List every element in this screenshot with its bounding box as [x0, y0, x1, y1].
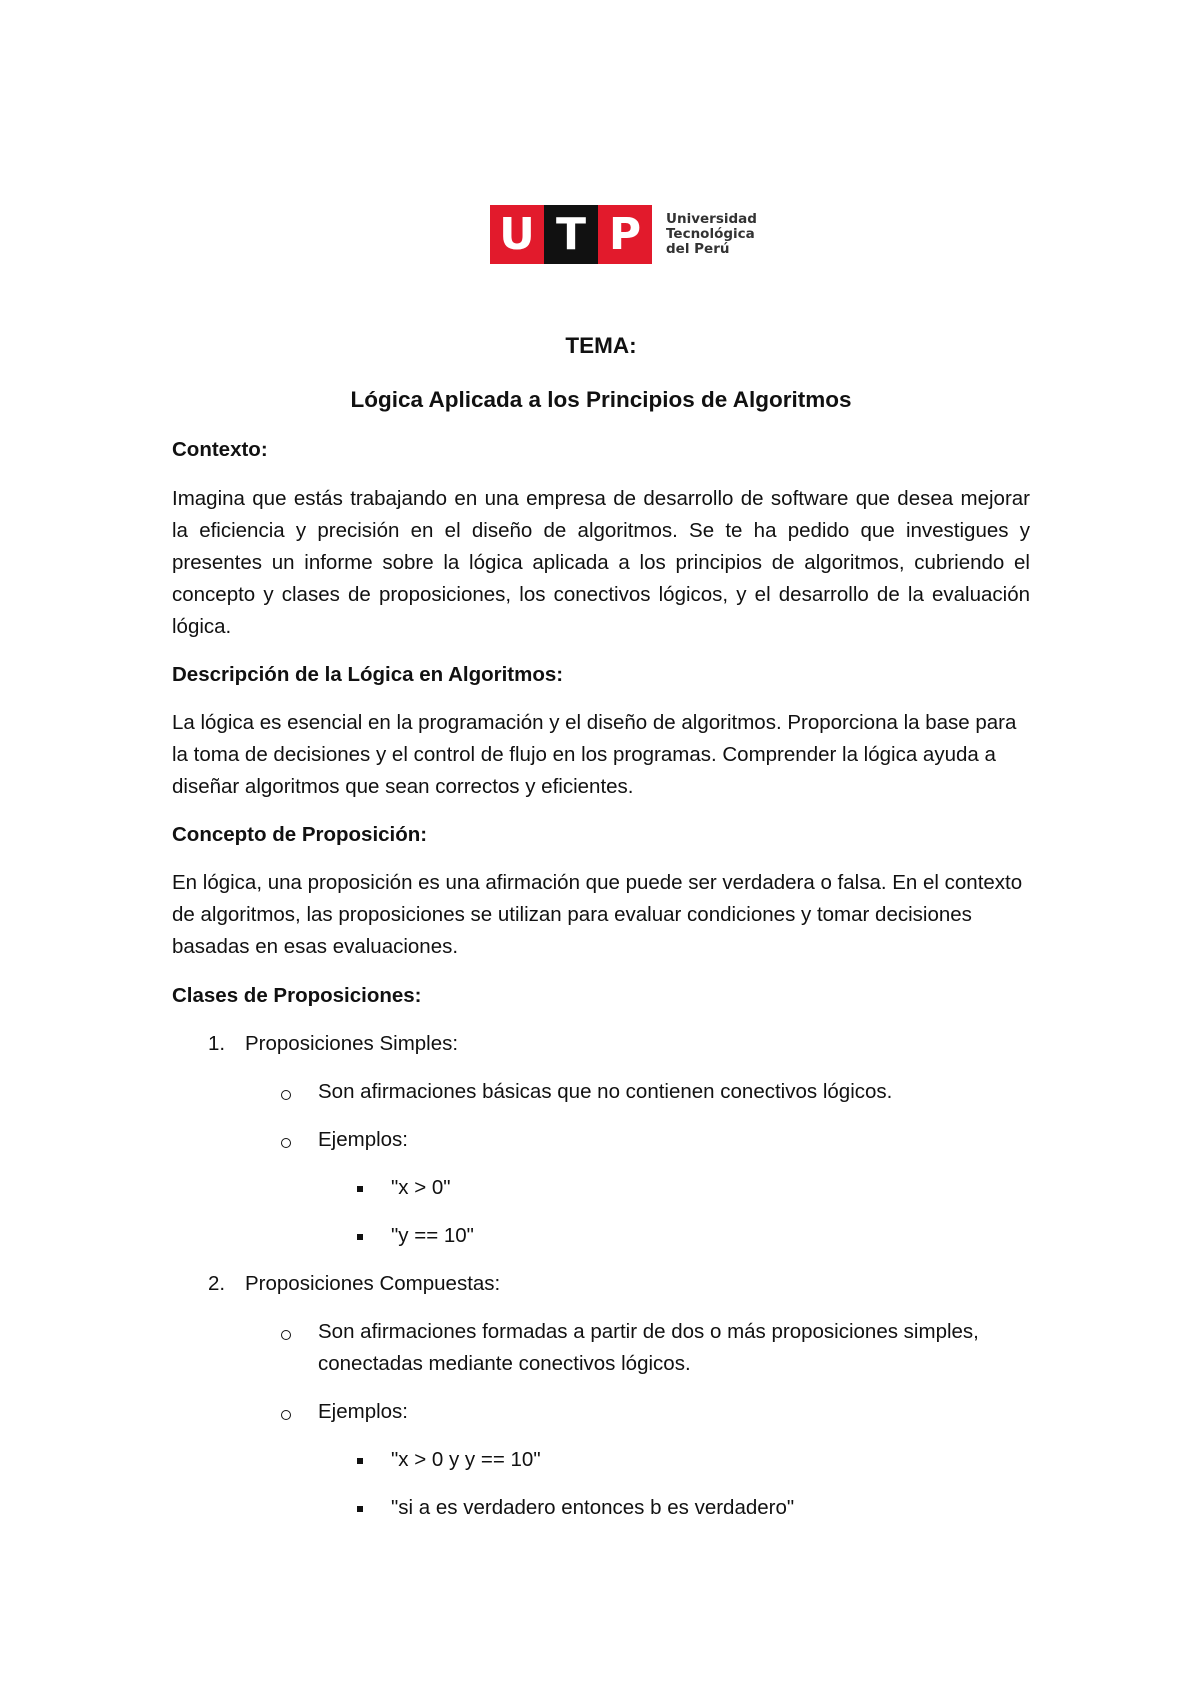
examples-label: Ejemplos:	[318, 1400, 409, 1423]
list-item-description: conectadas mediante conectivos lógicos.	[318, 1352, 691, 1375]
circle-bullet-icon	[281, 1138, 291, 1148]
list-item-description: Son afirmaciones formadas a partir de dos o más proposiciones simples,	[318, 1320, 979, 1343]
logo-letter-u: U	[490, 205, 544, 264]
list-number: 1.	[208, 1032, 226, 1055]
square-bullet-icon	[357, 1234, 363, 1240]
topic-label: TEMA:	[565, 333, 637, 358]
example-item: "x > 0"	[391, 1176, 451, 1199]
circle-bullet-icon	[281, 1090, 291, 1100]
section-heading-descripcion: Descripción de la Lógica en Algoritmos:	[172, 663, 564, 686]
list-item-description: Son afirmaciones básicas que no contienen conectivos lógicos.	[318, 1080, 893, 1103]
square-bullet-icon	[357, 1506, 363, 1512]
list-item-label: Proposiciones Compuestas:	[245, 1272, 501, 1295]
document-title: Lógica Aplicada a los Principios de Algoritmos	[350, 387, 852, 412]
section-text-contexto: Imagina que estás trabajando en una empresa de desarrollo de software que desea mejorar la eficiencia y precisión en el diseño de algoritmos. Se te ha pedido que investigues y presentes un informe sobre la lógica aplicada a los principios de algoritmos, cubriendo el concepto y clases de proposiciones, los conectivos lógicos, y el desarrollo de la evaluación lógica.	[172, 487, 1030, 638]
section-heading-concepto: Concepto de Proposición:	[172, 823, 428, 846]
logo-letter-p: P	[598, 205, 652, 264]
section-heading-clases: Clases de Proposiciones:	[172, 984, 422, 1007]
square-bullet-icon	[357, 1458, 363, 1464]
logo-letter-t: T	[544, 205, 598, 264]
circle-bullet-icon	[281, 1330, 291, 1340]
example-item: "y == 10"	[391, 1224, 474, 1247]
logo-university-name: Universidad Tecnológica del Perú	[666, 211, 757, 257]
list-item-label: Proposiciones Simples:	[245, 1032, 459, 1055]
square-bullet-icon	[357, 1186, 363, 1192]
section-heading-contexto: Contexto:	[172, 438, 268, 461]
list-number: 2.	[208, 1272, 226, 1295]
utp-logo	[490, 205, 757, 264]
section-text-descripcion: La lógica es esencial en la programación y el diseño de algoritmos. Proporciona la base para la toma de decisiones y el control de flujo en los programas. Comprender la lógica ayuda a diseñar algoritmos que sean correctos y eficientes.	[172, 711, 1017, 798]
circle-bullet-icon	[281, 1410, 291, 1420]
section-text-concepto: En lógica, una proposición es una afirmación que puede ser verdadera o falsa. En el contexto de algoritmos, las proposiciones se utilizan para evaluar condiciones y tomar decisiones basadas en esas evaluaciones.	[172, 871, 1023, 958]
example-item: "x > 0 y y == 10"	[391, 1448, 541, 1471]
examples-label: Ejemplos:	[318, 1128, 409, 1151]
example-item: "si a es verdadero entonces b es verdadero"	[391, 1496, 795, 1519]
